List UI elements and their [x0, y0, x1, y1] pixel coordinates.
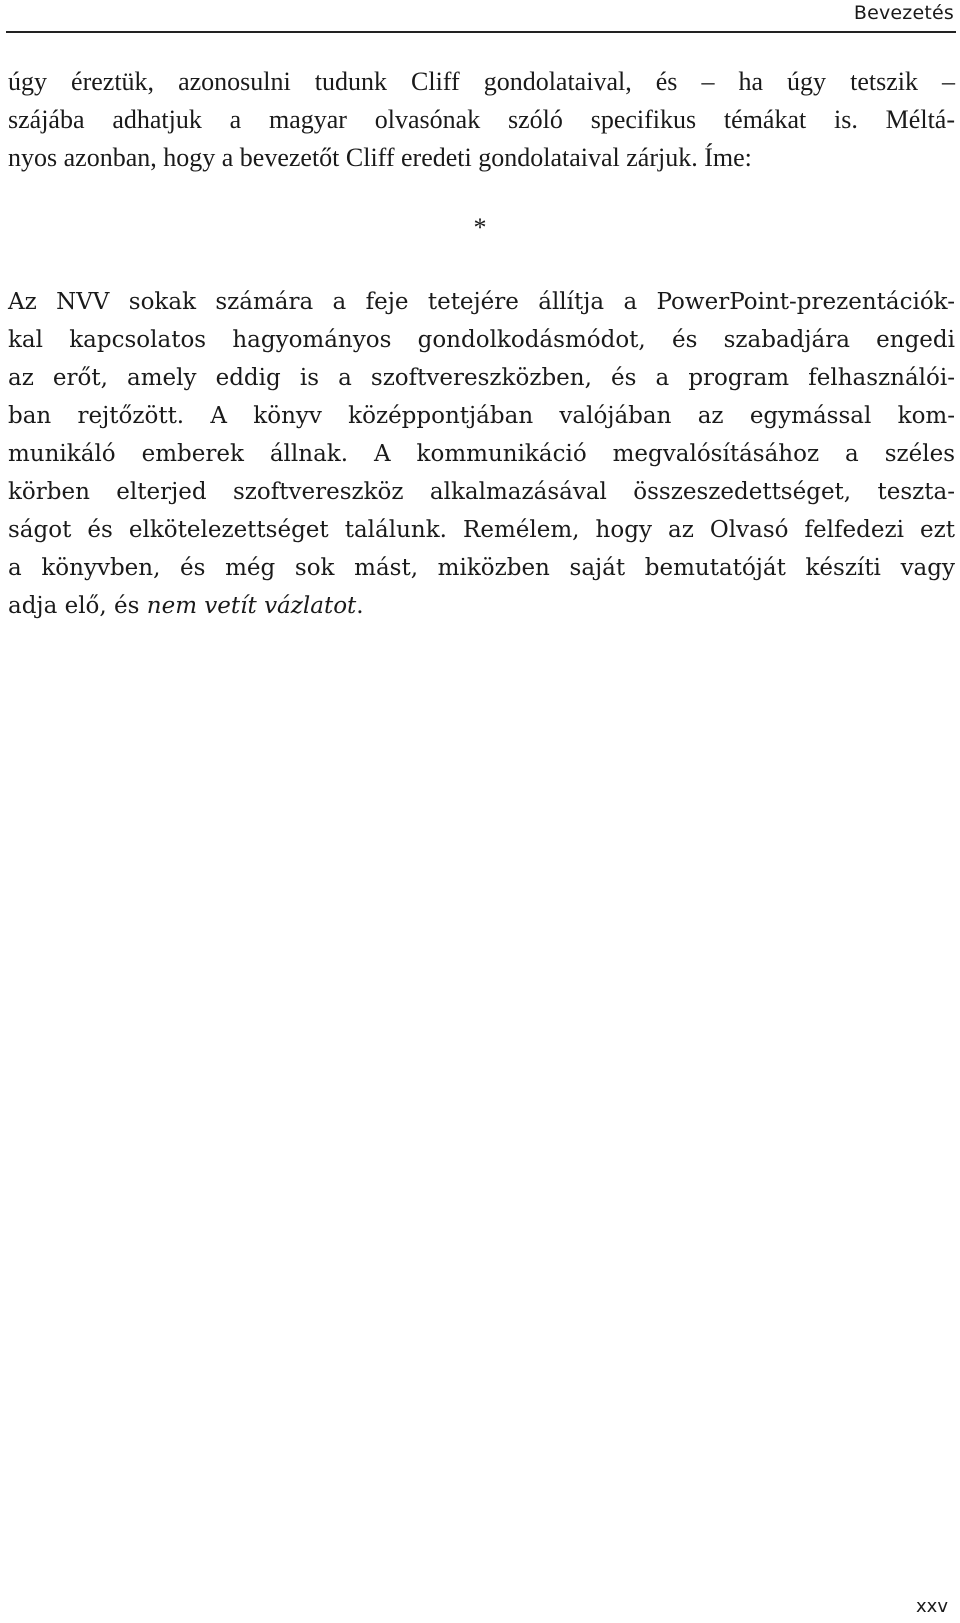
intro-paragraph — [8, 63, 955, 177]
quote-emphasis: nem vetít vázlatot — [146, 593, 357, 619]
quote-line: kal kapcsolatos hagyományos gondolkodásmódot, és szabadjára engedi — [8, 327, 955, 353]
quote-last-line-suffix: . — [356, 593, 364, 619]
header-rule — [6, 31, 956, 33]
intro-line: úgy éreztük, azonosulni tudunk Cliff gondolataival, és – ha úgy tetszik – — [8, 67, 955, 96]
quote-last-line — [8, 587, 955, 625]
page-number: xxv — [916, 1596, 948, 1617]
quote-line: a könyvben, és még sok mást, miközben saját bemutatóját készíti vagy — [8, 555, 955, 581]
section-separator: * — [473, 213, 487, 242]
intro-line: szájába adhatjuk a magyar olvasónak szóló specifikus témákat is. Méltá- — [8, 105, 955, 134]
quote-paragraph — [8, 283, 955, 625]
quote-line: ban rejtőzött. A könyv középpontjában valójában az egymással kom- — [8, 403, 955, 429]
quote-line: körben elterjed szoftvereszköz alkalmazásával összeszedettséget, teszta- — [8, 479, 955, 505]
running-header: Bevezetés — [853, 2, 954, 24]
quote-line: Az NVV sokak számára a feje tetejére állítja a PowerPoint-prezentációk- — [8, 289, 955, 315]
quote-line: ságot és elkötelezettséget találunk. Remélem, hogy az Olvasó felfedezi ezt — [8, 517, 955, 543]
quote-last-line-prefix: adja elő, és — [8, 593, 147, 619]
quote-line: munikáló emberek állnak. A kommunikáció megvalósításához a széles — [8, 441, 955, 467]
intro-line: nyos azonban, hogy a bevezetőt Cliff eredeti gondolataival zárjuk. Íme: — [8, 143, 752, 172]
quote-line: az erőt, amely eddig is a szoftvereszközben, és a program felhasználói- — [8, 365, 955, 391]
